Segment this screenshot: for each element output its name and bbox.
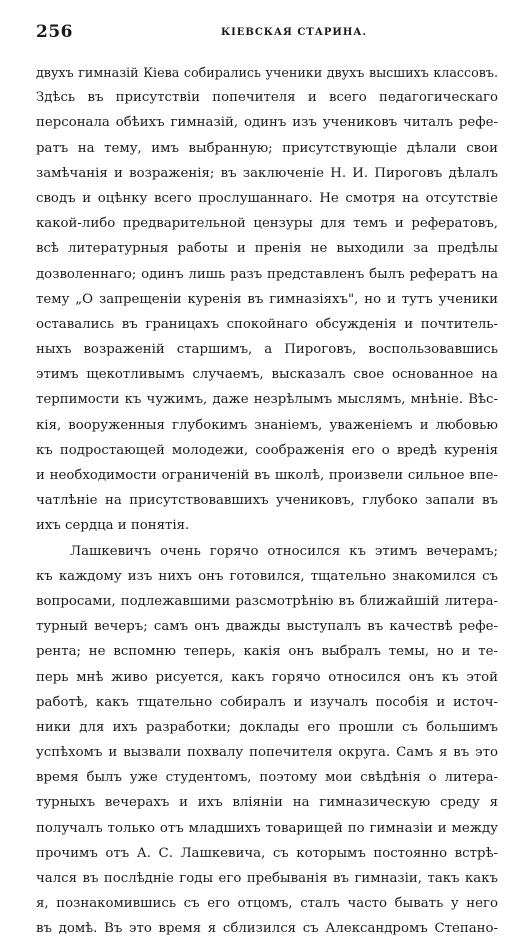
text-line: терпимости къ чужимъ, даже незрѣлымъ мыслямъ, мнѣніе. Вѣс- <box>36 392 498 408</box>
text-line: дозволеннаго; одинъ лишь разъ представленъ былъ рефератъ на <box>36 266 498 282</box>
text-line: двухъ гимназій Кіева собирались ученики двухъ высшихъ классовъ. <box>36 65 498 80</box>
page-number: 256 <box>36 22 73 42</box>
text-line: чатлѣніе на присутствовавшихъ учениковъ, глубоко запали въ <box>36 493 498 509</box>
text-line: прочимъ отъ А. С. Лашкевича, съ которымъ постоянно встрѣ- <box>36 845 498 861</box>
text-line: замѣчанія и возраженія; въ заключеніе Н. И. Пироговъ дѣлалъ <box>36 165 498 181</box>
body-text <box>36 60 498 942</box>
text-line: всѣ литературныя работы и пренія не выходили за предѣлы <box>36 241 498 257</box>
page-header <box>36 22 496 44</box>
text-line: этимъ щекотливымъ случаемъ, высказалъ свое основанное на <box>36 367 498 383</box>
text-line: персонала обѣихъ гимназій, одинъ изъ учениковъ читалъ рефе- <box>36 115 498 131</box>
text-line: вопросами, подлежавшими разсмотрѣнію въ ближайшій литера- <box>36 593 498 609</box>
text-line: турныхъ вечерахъ и ихъ вліяніи на гимназическую среду я <box>36 795 498 811</box>
text-line: я, познакомившись съ его отцомъ, сталъ часто бывать у него <box>36 896 498 912</box>
text-line: въ домѣ. Въ это время я сблизился съ Александромъ Степано- <box>36 921 498 937</box>
text-line: рента; не вспомню теперь, какія онъ выбралъ темы, но и те- <box>36 644 498 660</box>
text-line: кія, вооруженныя глубокимъ знаніемъ, уваженіемъ и любовью <box>36 417 498 433</box>
text-line: и необходимости ограниченій въ школѣ, произвели сильное впе- <box>36 468 498 483</box>
text-line: сводъ и оцѣнку всего прослушаннаго. Не смотря на отсутствіе <box>36 190 498 206</box>
text-line: получалъ только отъ младшихъ товарищей по гимназіи и между <box>36 820 498 836</box>
text-line: оставались въ границахъ спокойнаго обсужденія и почтитель- <box>36 316 498 332</box>
running-head: КІЕВСКАЯ СТАРИНА. <box>221 27 367 38</box>
text-line: турный вечеръ; самъ онъ дважды выступалъ въ качествѣ рефе- <box>36 619 498 635</box>
text-line: время былъ уже студентомъ, поэтому мои свѣдѣнія о литера- <box>36 770 498 786</box>
text-line: перь мнѣ живо рисуется, какъ горячо относился онъ къ этой <box>36 669 498 685</box>
text-line: чался въ послѣдніе годы его пребыванія въ гимназіи, такъ какъ <box>36 871 498 886</box>
text-line: работѣ, какъ тщательно собиралъ и изучалъ пособія и источ- <box>36 694 498 710</box>
paragraph-end-line: ихъ сердца и понятія. <box>36 518 190 534</box>
text-line: къ каждому изъ нихъ онъ готовился, тщательно знакомился съ <box>36 568 498 584</box>
text-line: какой-либо предварительной цензуры для темъ и рефератовъ, <box>36 216 498 232</box>
text-line: къ подростающей молодежи, соображенія его о вредѣ куренія <box>36 442 498 458</box>
paragraph-start-line: Лашкевичъ очень горячо относился къ этимъ вечерамъ; <box>70 543 498 559</box>
text-line: ныхъ возраженій старшимъ, а Пироговъ, воспользовавшись <box>36 342 498 358</box>
text-line: ники для ихъ разработки; доклады его прошли съ большимъ <box>36 719 498 735</box>
text-line: успѣхомъ и вызвали похвалу попечителя округа. Самъ я въ это <box>36 745 498 761</box>
text-line: Здѣсь въ присутствіи попечителя и всего педагогическаго <box>36 90 498 106</box>
text-line: ратъ на тему, имъ выбранную; присутствующіе дѣлали свои <box>36 140 498 156</box>
text-line: тему „О запрещеніи куренія въ гимназіяхъ", но и тутъ ученики <box>36 291 498 307</box>
